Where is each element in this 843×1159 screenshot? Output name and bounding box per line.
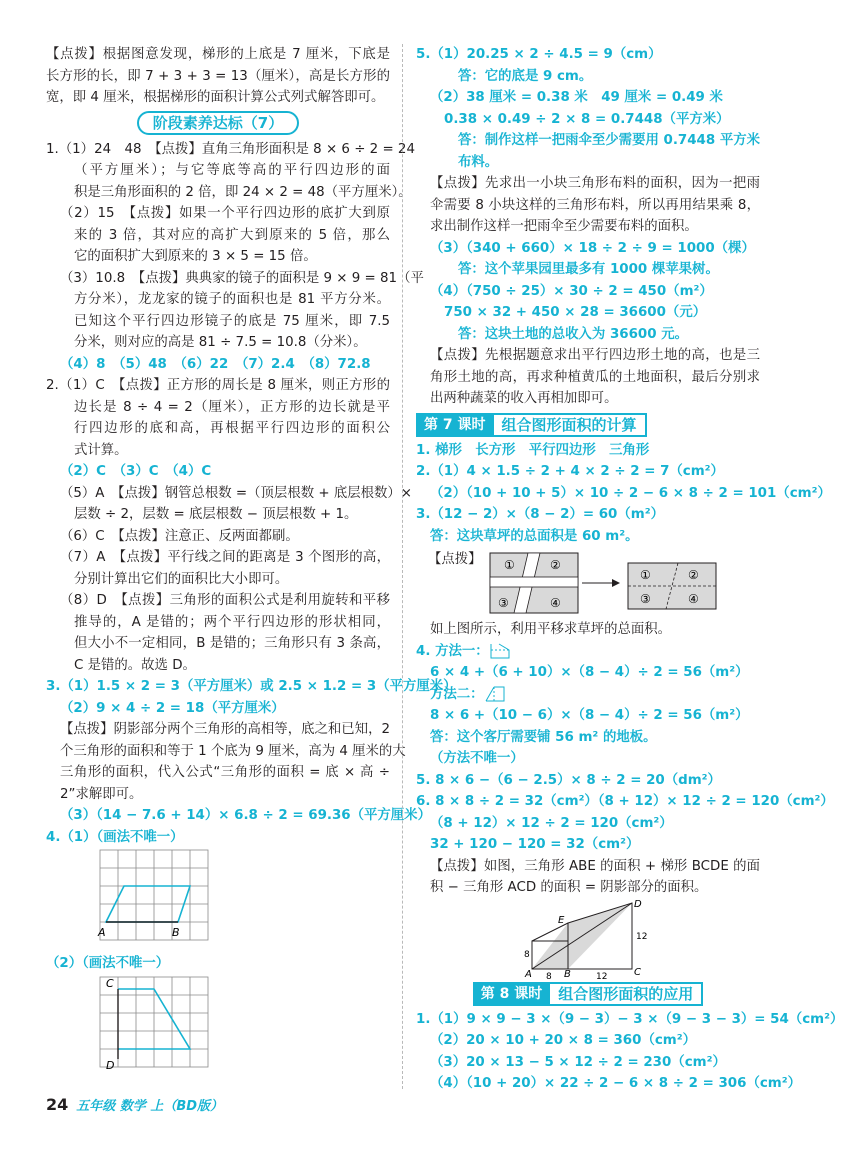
answer-line: 答：这个苹果园里最多有 1000 棵苹果树。 — [458, 262, 719, 277]
answer-line: （方法不唯一） — [430, 751, 524, 766]
answer-block-lesson7 — [416, 440, 831, 548]
svg-text:12: 12 — [636, 931, 648, 942]
answer-line: 1.（1）9 × 9 − 3 ×（9 − 3）− 3 ×（9 − 3 − 3）= 54（cm²） — [416, 1011, 843, 1027]
answer-line: （2）9 × 4 ÷ 2 = 18（平方厘米） — [60, 700, 285, 716]
answer-line: （2）C （3）C （4）C — [60, 464, 212, 479]
answer-line: 【点拨】阴影部分两个三角形的高相等，底之和已知，2 — [60, 722, 390, 737]
region-label: ③ — [497, 596, 509, 610]
svg-text:8: 8 — [524, 949, 530, 960]
answer-line: 答：它的底是 9 cm。 — [458, 68, 593, 84]
answer-line: 方分米），龙龙家的镜子的面积也是 81 平方分米。 — [74, 292, 390, 307]
answer-line: 分别计算出它们的面积比大小即可。 — [74, 571, 289, 587]
answer-block-lesson8 — [416, 1009, 843, 1095]
column-divider — [402, 44, 403, 1089]
answer-line: 【点拨】如图，三角形 ABE 的面积 + 梯形 BCDE 的面 — [430, 858, 760, 874]
svg-text:A: A — [525, 968, 532, 980]
answer-block-q5 — [416, 44, 760, 410]
intro-line: 长方形的长，即 7 + 3 + 3 = 13（厘米），高是长方形的 — [46, 68, 390, 84]
region-label: ④ — [549, 596, 561, 610]
point-label: C — [106, 976, 114, 990]
answer-line: 【点拨】先求出一小块三角形布料的面积，因为一把雨 — [430, 176, 760, 191]
answer-line: 来的 3 倍，其对应的高扩大到原来的 5 倍，那么 — [74, 227, 390, 243]
answer-line: 1. 梯形 长方形 平行四边形 三角形 — [416, 442, 650, 458]
grid-figure-parallelogram — [94, 848, 214, 953]
answer-line: （5）A 【点拨】钢管总根数 =（顶层根数 + 底层根数）× — [60, 485, 413, 501]
lesson-7-title — [416, 413, 760, 437]
answer-line: （7）A 【点拨】平行线之间的距离是 3 个图形的高， — [60, 550, 390, 565]
answer-block-lesson7-q4 — [416, 641, 834, 899]
answer-line: 答：这个客厅需要铺 56 m² 的地板。 — [430, 729, 657, 745]
grid-lines — [100, 850, 208, 940]
grid-figure-trapezoid — [94, 975, 214, 1075]
lawn-translation-figure — [488, 549, 728, 619]
answer-line: 3.（12 − 2）×（8 − 2）= 60（m²） — [416, 507, 664, 522]
answer-line: 6 × 4 +（6 + 10）×（8 − 4）÷ 2 = 56（m²） — [430, 665, 749, 680]
hint-label: 【点拨】 — [428, 552, 482, 567]
svg-text:C: C — [634, 966, 641, 978]
right-column — [416, 44, 843, 1095]
answer-line: （8 + 12）× 12 ÷ 2 = 120（cm²） — [430, 815, 673, 831]
answer-line: 行四边形的底和高，再根据平行四边形的面积公 — [74, 421, 390, 436]
region-label: ④ — [687, 592, 699, 606]
arrow-icon — [612, 579, 620, 587]
page-footer — [46, 1093, 306, 1115]
answer-line: （4）（750 ÷ 25）× 30 ÷ 2 = 450（m²） — [430, 283, 713, 299]
answer-line: 出两种蔬菜的收入再相加即可。 — [430, 391, 618, 406]
point-label: B — [172, 926, 180, 939]
answer-line: 【点拨】先根据题意求出平行四边形土地的高，也是三 — [430, 348, 760, 363]
svg-text:8: 8 — [546, 971, 552, 982]
lesson-tag: 第 7 课时 — [416, 413, 494, 437]
answer-line: （平方厘米）；与它等底等高的平行四边形的面 — [74, 163, 390, 178]
answer-line: 伞需要 8 小块这样的三角形布料，所以再用结果乘 8， — [430, 197, 760, 213]
answer-line: 5.（1）20.25 × 2 ÷ 4.5 = 9（cm） — [416, 47, 662, 62]
answer-line: 3.（1）1.5 × 2 = 3（平方厘米）或 2.5 × 1.2 = 3（平方厘米） — [46, 679, 457, 694]
method-one-figure — [489, 642, 511, 660]
answer-line: 三角形的面积，代入公式“三角形的面积 = 底 × 高 ÷ — [60, 765, 390, 780]
region-label: ③ — [639, 592, 651, 606]
lesson-tag: 第 8 课时 — [473, 982, 551, 1006]
answer-line: 布料。 — [458, 154, 499, 170]
lesson-name: 组合图形面积的计算 — [494, 413, 647, 437]
svg-text:12: 12 — [596, 971, 608, 982]
answer-line: 0.38 × 0.49 ÷ 2 × 8 = 0.7448（平方米） — [444, 111, 730, 127]
answer-line: 8 × 6 +（10 − 6）×（8 − 4）÷ 2 = 56（m²） — [430, 708, 749, 723]
answer-line: 4. 方法一： — [416, 643, 489, 659]
svg-text:E: E — [558, 914, 565, 926]
answer-line-q4-2: （2）（画法不唯一） — [46, 956, 170, 971]
answer-line: 2.（1）4 × 1.5 ÷ 2 + 4 × 2 ÷ 2 = 7（cm²） — [416, 464, 724, 479]
method-two-figure — [484, 685, 506, 703]
answer-line: 答：这块草坪的总面积是 60 m²。 — [430, 528, 639, 544]
answer-block-q1 — [46, 139, 424, 376]
region-label: ① — [503, 558, 515, 572]
answer-line: （4）8 （5）48 （6）22 （7）2.4 （8）72.8 — [60, 356, 371, 372]
point-label: D — [106, 1058, 115, 1072]
answer-line: C 是错的。故选 D。 — [74, 657, 196, 673]
intro-line: 宽，即 4 厘米，根据梯形的面积计算公式列式解答即可。 — [46, 90, 385, 105]
answer-line: （2）15 【点拨】如果一个平行四边形的底扩大到原 — [60, 206, 390, 221]
answer-line: 32 + 120 − 120 = 32（cm²） — [430, 837, 640, 852]
answer-line: 角形土地的高，再求种植黄瓜的土地面积，最后分别求 — [430, 369, 760, 385]
answer-line: （2）38 厘米 = 0.38 米 49 厘米 = 0.49 米 — [430, 90, 723, 105]
answer-line: 答：这块土地的总收入为 36600 元。 — [458, 326, 688, 342]
answer-line: 2”求解即可。 — [60, 786, 143, 802]
lawn-hint — [428, 549, 760, 619]
answer-line: 1.（1）24 48 【点拨】直角三角形面积是 8 × 6 ÷ 2 = 24 — [46, 141, 415, 157]
answer-line: 750 × 32 + 450 × 28 = 36600（元） — [444, 305, 707, 320]
answer-line: 方法二： — [430, 686, 484, 702]
answer-line: 分米，则对应的高是 81 ÷ 7.5 = 10.8（分米）。 — [74, 335, 367, 350]
answer-line: （3）20 × 13 − 5 × 12 ÷ 2 = 230（cm²） — [430, 1054, 726, 1070]
answer-line: 求出制作这样一把雨伞至少需要布料的面积。 — [430, 219, 698, 234]
answer-line: （4）（10 + 20）× 22 ÷ 2 − 6 × 8 ÷ 2 = 306（cm²） — [430, 1076, 801, 1091]
answer-line: 2.（1）C 【点拨】正方形的周长是 8 厘米，则正方形的 — [46, 378, 390, 393]
region-label: ① — [639, 568, 651, 582]
region-label: ② — [687, 568, 699, 582]
answer-line: （2）20 × 10 + 20 × 8 = 360（cm²） — [430, 1033, 696, 1048]
answer-line: 个三角形的面积和等于 1 个底为 9 厘米，高为 4 厘米的大 — [60, 743, 406, 759]
answer-line: 式计算。 — [74, 442, 128, 458]
point-label: A — [98, 926, 106, 939]
answer-line: 已知这个平行四边形镜子的底是 75 厘米，即 7.5 — [74, 313, 390, 329]
answer-line: 积 − 三角形 ACD 的面积 = 阴影部分的面积。 — [430, 880, 708, 895]
answer-block-q2 — [46, 375, 413, 676]
answer-line: （3）（340 + 660）× 18 ÷ 2 ÷ 9 = 1000（棵） — [430, 240, 755, 256]
answer-line: 但大小不一定相同，B 是错的；三角形只有 3 条高， — [74, 636, 390, 651]
lesson-8-title — [416, 982, 760, 1006]
intro-line: 【点拨】根据图意发现，梯形的上底是 7 厘米，下底是 — [46, 47, 390, 62]
svg-text:B: B — [564, 968, 571, 980]
book-banner: 五年级 数学 上（BD版） — [76, 1098, 224, 1114]
answer-line: 5. 8 × 6 −（6 − 2.5）× 8 ÷ 2 = 20（dm²） — [416, 772, 721, 788]
answer-line: 如上图所示，利用平移求草坪的总面积。 — [430, 622, 672, 637]
answer-line: 6. 8 × 8 ÷ 2 = 32（cm²）（8 + 12）× 12 ÷ 2 = 120（cm²） — [416, 794, 834, 809]
shaded-area-figure — [524, 898, 674, 982]
answer-line: （6）C 【点拨】注意正、反两面都刷。 — [60, 528, 299, 544]
answer-line: （8）D 【点拨】三角形的面积公式是利用旋转和平移 — [60, 593, 390, 608]
page-number: 24 — [46, 1094, 69, 1114]
answer-line: （3）（14 − 7.6 + 14）× 6.8 ÷ 2 = 69.36（平方厘米） — [60, 808, 431, 823]
section-title: 阶段素养达标（7） — [46, 111, 390, 135]
answer-line: （3）10.8 【点拨】典典家的镜子的面积是 9 × 9 = 81（平 — [60, 270, 424, 286]
answer-line: 它的面积扩大到原来的 3 × 5 = 15 倍。 — [74, 249, 317, 264]
answer-line: （2）（10 + 10 + 5）× 10 ÷ 2 − 6 × 8 ÷ 2 = 101（cm²） — [430, 485, 831, 501]
lesson-name: 组合图形面积的应用 — [550, 982, 703, 1006]
region-label: ② — [549, 558, 561, 572]
answer-line: 积是三角形面积的 2 倍，即 24 × 2 = 48（平方厘米）。 — [74, 184, 412, 200]
answer-line: 答：制作这样一把雨伞至少需要用 0.7448 平方米 — [458, 133, 761, 148]
answer-line: 边长是 8 ÷ 4 = 2（厘米），正方形的边长就是平 — [74, 399, 390, 415]
answer-line-q4-1: 4.（1）（画法不唯一） — [46, 829, 184, 845]
answer-line: 层数 ÷ 2，层数 = 底层根数 − 顶层根数 + 1。 — [74, 507, 358, 522]
answer-line: 推导的，A 是错的；两个平行四边形的形状相同， — [74, 614, 390, 630]
svg-text:D: D — [634, 898, 642, 910]
